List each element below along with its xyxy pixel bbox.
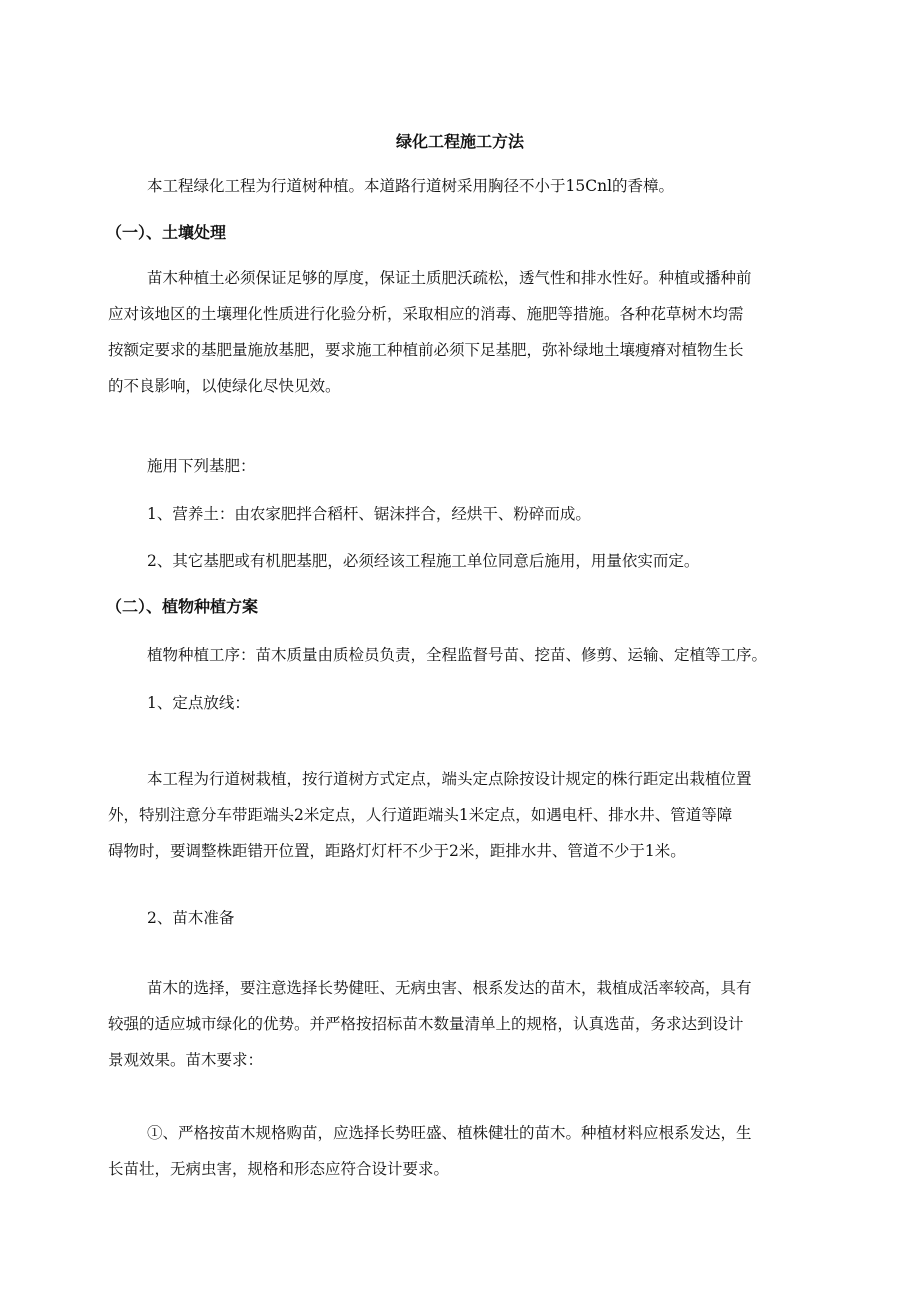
- fertilizer-item-1: 1、营养土：由农家肥拌合稻杆、锯沫拌合，经烘干、粉碎而成。: [147, 505, 591, 523]
- intro-paragraph: 本工程绿化工程为行道树种植。本道路行道树采用胸径不小于15Cnl的香樟。: [147, 177, 675, 195]
- step1-paragraph: [108, 761, 828, 869]
- text-line: 苗木种植土必须保证足够的厚度，保证土质肥沃疏松，透气性和排水性好。种植或播种前: [147, 269, 752, 287]
- text-line: 外，特别注意分车带距端头2米定点，人行道距端头1米定点，如遇电杆、排水井、管道等障: [108, 806, 733, 824]
- text-line: 景观效果。苗木要求：: [108, 1051, 264, 1069]
- text-line: 较强的适应城市绿化的优势。并严格按招标苗木数量清单上的规格，认真选苗，务求达到设计: [108, 1015, 744, 1033]
- planting-process: 植物种植工序：苗木质量由质检员负责，全程监督号苗、挖苗、修剪、运输、定植等工序。: [147, 646, 768, 664]
- step2-title: 2、苗木准备: [147, 909, 235, 927]
- fertilizer-intro: 施用下列基肥：: [147, 457, 256, 475]
- step2-paragraph: [108, 970, 828, 1078]
- soil-paragraph: [108, 260, 828, 404]
- text-line: 应对该地区的土壤理化性质进行化验分析，采取相应的消毒、施肥等措施。各种花草树木均需: [108, 305, 744, 323]
- fertilizer-item-2: 2、其它基肥或有机肥基肥，必须经该工程施工单位同意后施用，用量依实而定。: [147, 552, 700, 570]
- text-line: 本工程为行道树栽植，按行道树方式定点，端头定点除按设计规定的株行距定出栽植位置: [147, 770, 752, 788]
- text-line: 苗木的选择，要注意选择长势健旺、无病虫害、根系发达的苗木，栽植成活率较高，具有: [147, 979, 752, 997]
- text-line: 按额定要求的基肥量施放基肥，要求施工种植前必须下足基肥，弥补绿地土壤瘦瘠对植物生长: [108, 341, 744, 359]
- section-heading-soil: （一）、土壤处理: [106, 223, 227, 242]
- document-title: 绿化工程施工方法: [395, 132, 524, 151]
- step1-title: 1、定点放线：: [147, 694, 250, 712]
- text-line: ①、严格按苗木规格购苗，应选择长势旺盛、植株健壮的苗木。种植材料应根系发达，生: [147, 1124, 752, 1142]
- section-heading-planting: （二）、植物种植方案: [106, 597, 259, 616]
- text-line: 的不良影响，以使绿化尽快见效。: [108, 377, 341, 395]
- text-line: 碍物时，要调整株距错开位置，距路灯灯杆不少于2米，距排水井、管道不少于1米。: [108, 842, 686, 860]
- text-line: 长苗壮，无病虫害，规格和形态应符合设计要求。: [108, 1160, 450, 1178]
- requirement-1: [108, 1115, 828, 1187]
